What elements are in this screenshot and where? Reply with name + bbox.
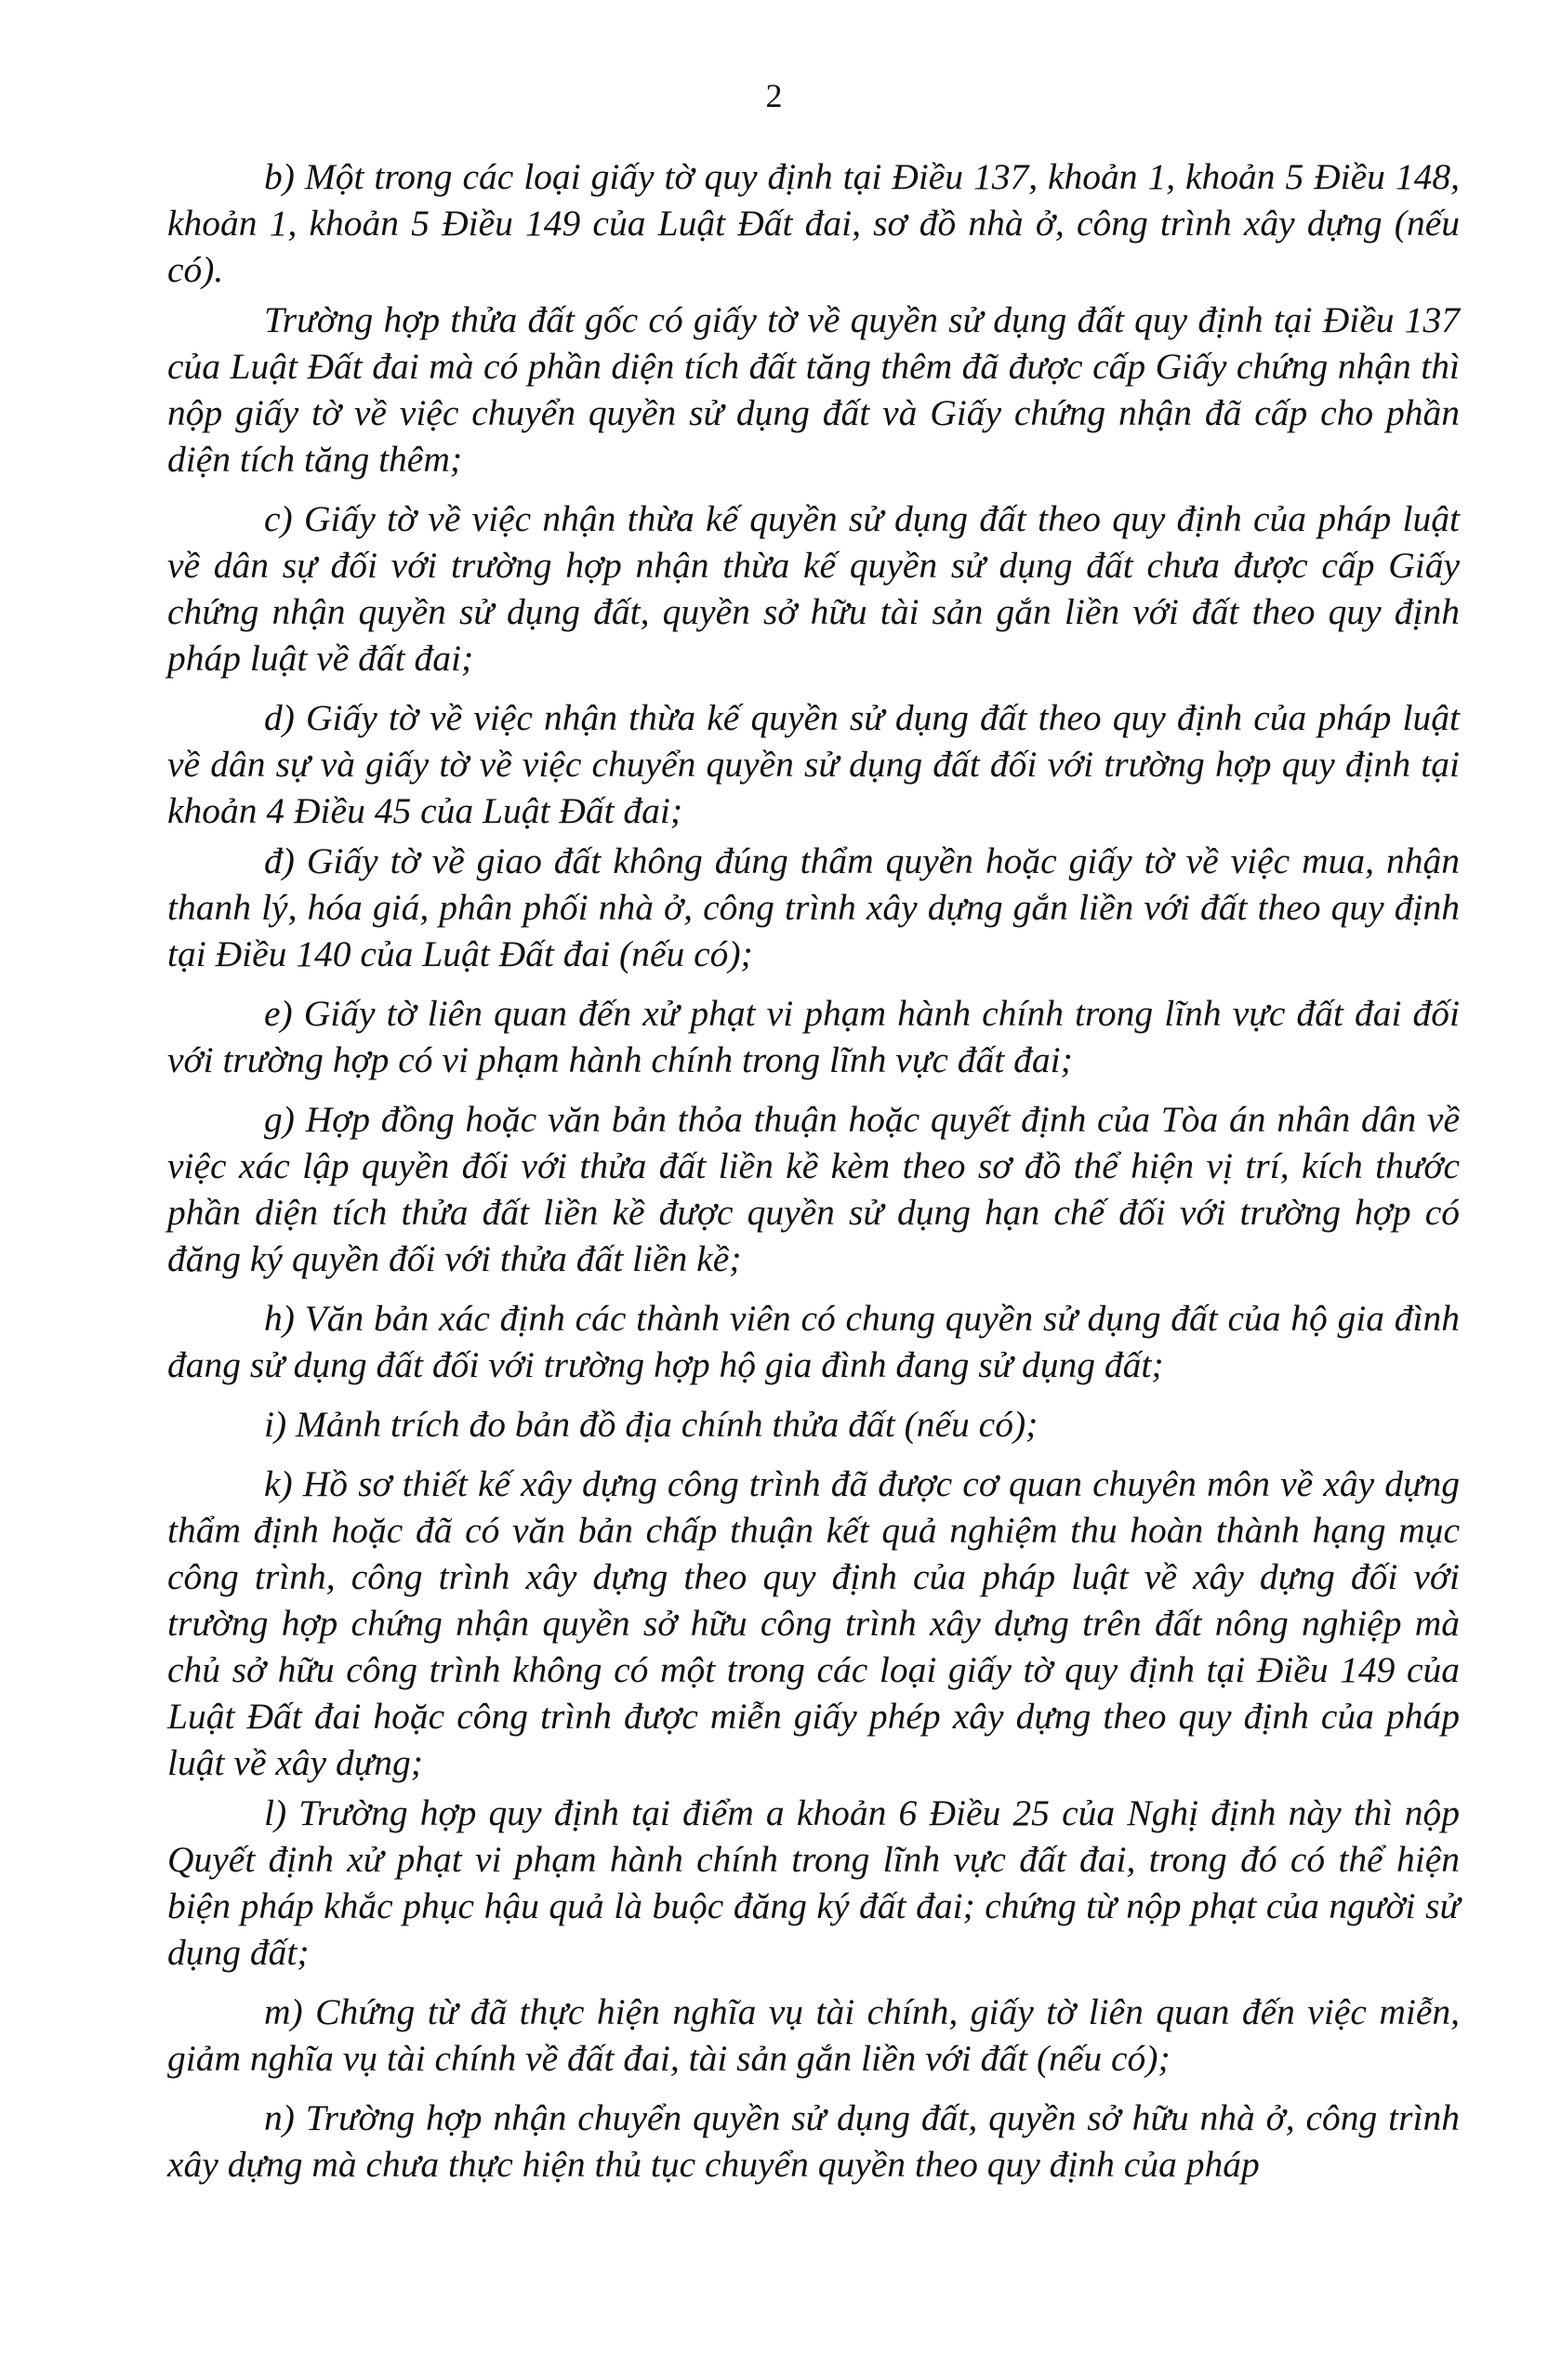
paragraph-n: n) Trường hợp nhận chuyển quyền sử dụng đất, quyền sở hữu nhà ở, công trình xây dựng mà chưa thực hiện thủ tục chuyển quyền theo quy định của pháp	[167, 2097, 1460, 2185]
paragraph-c: c) Giấy tờ về việc nhận thừa kế quyền sử dụng đất theo quy định của pháp luật về dân sự đối với trường hợp nhận thừa kế quyền sử dụng đất chưa được cấp Giấy chứng nhận quyền sử dụng đất, quyền sở hữu tài sản gắn liền với đất theo quy định pháp luật về đất đai;	[167, 498, 1460, 679]
paragraph-dd: đ) Giấy tờ về giao đất không đúng thẩm quyền hoặc giấy tờ về việc mua, nhận thanh lý, hóa giá, phân phối nhà ở, công trình xây dựng gắn liền với đất theo quy định tại Điều 140 của Luật Đất đai (nếu có);	[167, 840, 1460, 974]
paragraph-g: g) Hợp đồng hoặc văn bản thỏa thuận hoặc quyết định của Tòa án nhân dân về việc xác lập quyền đối với thửa đất liền kề kèm theo sơ đồ thể hiện vị trí, kích thước phần diện tích thửa đất liền kề được quyền sử dụng hạn chế đối với trường hợp có đăng ký quyền đối với thửa đất liền kề;	[167, 1099, 1460, 1279]
paragraph-k: k) Hồ sơ thiết kế xây dựng công trình đã được cơ quan chuyên môn về xây dựng thẩm định hoặc đã có văn bản chấp thuận kết quả nghiệm thu hoàn thành hạng mục công trình, công trình xây dựng theo quy định của pháp luật về xây dựng đối với trường hợp chứng nhận quyền sở hữu công trình xây dựng trên đất nông nghiệp mà chủ sở hữu công trình không có một trong các loại giấy tờ quy định tại Điều 149 của Luật Đất đai hoặc công trình được miễn giấy phép xây dựng theo quy định của pháp luật về xây dựng;	[167, 1463, 1460, 1783]
paragraph-l: l) Trường hợp quy định tại điểm a khoản 6 Điều 25 của Nghị định này thì nộp Quyết định xử phạt vi phạm hành chính trong lĩnh vực đất đai, trong đó có thể hiện biện pháp khắc phục hậu quả là buộc đăng ký đất đai; chứng từ nộp phạt của người sử dụng đất;	[167, 1792, 1460, 1973]
paragraph-d: d) Giấy tờ về việc nhận thừa kế quyền sử dụng đất theo quy định của pháp luật về dân sự và giấy tờ về việc chuyển quyền sử dụng đất đối với trường hợp quy định tại khoản 4 Điều 45 của Luật Đất đai;	[167, 697, 1460, 831]
paragraph-h: h) Văn bản xác định các thành viên có chung quyền sử dụng đất của hộ gia đình đang sử dụng đất đối với trường hợp hộ gia đình đang sử dụng đất;	[167, 1298, 1460, 1385]
page-number: 2	[765, 77, 783, 114]
paragraph-b: b) Một trong các loại giấy tờ quy định tại Điều 137, khoản 1, khoản 5 Điều 148, khoản 1, khoản 5 Điều 149 của Luật Đất đai, sơ đồ nhà ở, công trình xây dựng (nếu có).	[167, 156, 1460, 290]
paragraph-i: i) Mảnh trích đo bản đồ địa chính thửa đất (nếu có);	[264, 1404, 1039, 1445]
paragraph-e: e) Giấy tờ liên quan đến xử phạt vi phạm hành chính trong lĩnh vực đất đai đối với trường hợp có vi phạm hành chính trong lĩnh vực đất đai;	[167, 993, 1460, 1080]
paragraph-m: m) Chứng từ đã thực hiện nghĩa vụ tài chính, giấy tờ liên quan đến việc miễn, giảm nghĩa vụ tài chính về đất đai, tài sản gắn liền với đất (nếu có);	[167, 1991, 1460, 2079]
paragraph-b-note: Trường hợp thửa đất gốc có giấy tờ về quyền sử dụng đất quy định tại Điều 137 của Luật Đất đai mà có phần diện tích đất tăng thêm đã được cấp Giấy chứng nhận thì nộp giấy tờ về việc chuyển quyền sử dụng đất và Giấy chứng nhận đã cấp cho phần diện tích tăng thêm;	[167, 299, 1460, 480]
document-body	[167, 153, 1460, 2188]
